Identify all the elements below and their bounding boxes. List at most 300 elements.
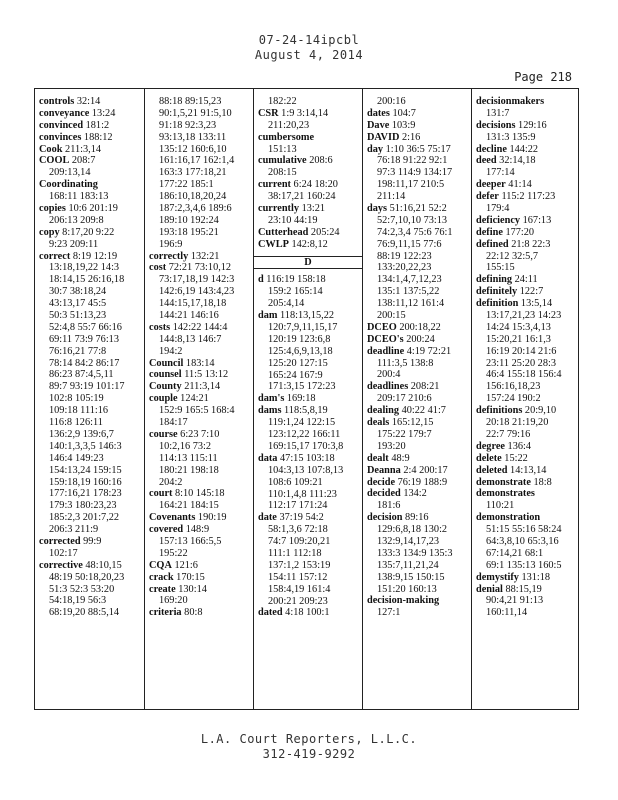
page-line-refs: 80:8 — [181, 607, 203, 619]
page-line-refs: 189:10 192:24 — [159, 214, 219, 226]
index-entry-continuation — [39, 572, 144, 584]
page-line-refs: 89:16 — [402, 512, 429, 524]
index-word: definitely — [476, 286, 518, 298]
index-entry — [476, 155, 580, 167]
header-transcript-id: 07-24-14ipcbl — [258, 33, 360, 47]
index-entry-continuation — [476, 500, 580, 512]
page-line-refs: 115:2 117:23 — [498, 191, 556, 203]
page-line-refs: 146:4 149:23 — [49, 452, 104, 464]
page-line-refs: 97:3 114:9 134:17 — [377, 167, 453, 179]
index-word: deadlines — [367, 381, 409, 393]
index-entry-continuation — [367, 369, 471, 381]
index-word: cumulative — [258, 155, 307, 167]
index-word: Deanna — [367, 464, 401, 476]
index-entry-continuation — [476, 132, 580, 144]
index-entry — [476, 286, 580, 298]
page-line-refs: 51:3 52:3 53:20 — [49, 583, 115, 595]
index-entry — [476, 441, 580, 453]
index-entry — [149, 251, 253, 263]
page-line-refs: 86:23 87:4,5,11 — [49, 369, 114, 381]
page-line-refs: 132:21 — [188, 250, 220, 262]
page-line-refs: 116:8 126:11 — [49, 417, 103, 429]
index-entry — [476, 298, 580, 310]
page-line-refs: 114:13 115:11 — [159, 452, 218, 464]
index-word: controls — [39, 96, 75, 107]
index-entry-continuation — [367, 358, 471, 370]
index-entry-continuation — [476, 560, 580, 572]
index-entry-continuation — [39, 595, 144, 607]
page-line-refs: 164:21 184:15 — [159, 500, 219, 512]
index-entry-continuation — [39, 262, 144, 274]
page-line-refs: 15:22 — [501, 452, 528, 464]
page-line-refs: 163:3 177:18,21 — [159, 167, 227, 179]
page-line-refs: 200:15 — [377, 310, 406, 322]
index-entry — [149, 429, 253, 441]
index-entry-continuation — [258, 334, 362, 346]
page-line-refs: 159:18,19 160:16 — [49, 476, 122, 488]
index-entry-continuation — [476, 369, 580, 381]
page-line-refs: 200:21 209:23 — [268, 595, 328, 607]
page-line-refs: 169:15,17 170:3,8 — [268, 440, 344, 452]
page-line-refs: 208:21 — [408, 381, 440, 393]
index-word: create — [149, 583, 176, 595]
index-word: cumbersome — [258, 131, 315, 143]
index-entry-continuation — [258, 465, 362, 477]
index-entry-continuation — [39, 548, 144, 560]
index-word: defining — [476, 274, 513, 286]
page-line-refs: 8:19 12:19 — [70, 250, 118, 262]
index-word: dealt — [367, 452, 389, 464]
index-entry — [149, 607, 253, 619]
page-line-refs: 90:1,5,21 91:5,10 — [159, 107, 232, 119]
index-entry-continuation — [149, 346, 253, 358]
index-word: County — [149, 381, 182, 393]
page-line-refs: 188:12 — [81, 131, 113, 143]
page-line-refs: 158:4,19 161:4 — [268, 583, 331, 595]
page-line-refs: 142:22 144:4 — [170, 321, 228, 333]
index-word: days — [367, 203, 388, 215]
index-entry-continuation — [367, 310, 471, 322]
index-entry-continuation — [39, 167, 144, 179]
page-line-refs: 120:7,9,11,15,17 — [268, 322, 338, 334]
index-entry-continuation — [258, 560, 362, 572]
page-line-refs: 129:6,8,18 130:2 — [377, 524, 448, 536]
index-entry-continuation — [39, 584, 144, 596]
page-line-refs: 1:10 36:5 75:17 — [383, 143, 451, 155]
index-word: denial — [476, 583, 503, 595]
index-word: deals — [367, 417, 390, 429]
index-word: CWLP — [258, 238, 289, 250]
index-entry — [39, 179, 144, 191]
page-line-refs: 205:24 — [308, 226, 340, 238]
index-entry-continuation — [39, 298, 144, 310]
page-line-refs: 127:1 — [377, 607, 401, 619]
index-entry — [476, 120, 580, 132]
page-line-refs: 22:7 79:16 — [486, 428, 531, 440]
index-entry-continuation — [476, 108, 580, 120]
page-line-refs: 129:16 — [515, 119, 547, 131]
index-entry-continuation — [367, 251, 471, 263]
index-entry-continuation — [39, 500, 144, 512]
index-word: DCEO — [367, 321, 397, 333]
page-line-refs: 103:9 — [389, 119, 416, 131]
index-entry-continuation — [476, 417, 580, 429]
page-line-refs: 64:3,8,10 65:3,16 — [486, 535, 559, 547]
index-entry-continuation — [39, 274, 144, 286]
page-line-refs: 142:8,12 — [288, 238, 328, 250]
page-line-refs: 204:2 — [159, 476, 183, 488]
index-entry-continuation — [39, 369, 144, 381]
index-entry — [258, 239, 362, 251]
index-entry-continuation — [367, 167, 471, 179]
index-entry-continuation — [149, 239, 253, 251]
index-entry-continuation — [258, 358, 362, 370]
index-entry — [476, 572, 580, 584]
page-line-refs: 144:22 — [506, 143, 539, 155]
page-line-refs: 211:20,23 — [268, 119, 310, 131]
page-line-refs: 194:2 — [159, 345, 183, 357]
page-line-refs: 74:7 109:20,21 — [268, 536, 331, 548]
page-line-refs: 14:24 15:3,4,13 — [486, 321, 551, 333]
page-line-refs: 99:9 — [80, 535, 102, 547]
page-line-refs: 1:9 3:14,14 — [278, 107, 329, 119]
index-entry-continuation — [258, 322, 362, 334]
page-line-refs: 68:19,20 88:5,14 — [49, 607, 120, 619]
page-line-refs: 200:4 — [377, 369, 401, 381]
index-entry-continuation — [39, 405, 144, 417]
page-line-refs: 137:1,2 153:19 — [268, 559, 331, 571]
page-line-refs: 47:15 103:18 — [277, 452, 335, 464]
page-line-refs: 123:12,22 166:11 — [268, 429, 341, 441]
page-line-refs: 180:21 198:18 — [159, 464, 219, 476]
page-line-refs: 72:21 73:10,12 — [166, 262, 232, 274]
index-entry-continuation — [258, 477, 362, 489]
index-entry — [258, 155, 362, 167]
index-entry-continuation — [476, 548, 580, 560]
index-entry-continuation — [149, 441, 253, 453]
index-entry-continuation — [258, 144, 362, 156]
page-line-refs: 177:16,21 178:23 — [49, 488, 122, 500]
index-entry-continuation — [258, 524, 362, 536]
index-entry-continuation — [367, 191, 471, 203]
index-entry — [367, 203, 471, 215]
index-word: dated — [258, 607, 283, 619]
page-line-refs: 187:2,3,4,6 189:6 — [159, 203, 232, 215]
index-entry-continuation — [39, 417, 144, 429]
index-entry — [258, 393, 362, 405]
page-line-refs: 23:11 25:20 28:3 — [486, 357, 556, 369]
index-entry-continuation — [39, 393, 144, 405]
index-word: demonstrates — [476, 488, 535, 500]
index-entry-continuation — [149, 286, 253, 298]
index-entry-continuation — [476, 310, 580, 322]
index-entry — [39, 108, 144, 120]
index-word: convinces — [39, 131, 82, 143]
index-entry-continuation — [149, 310, 253, 322]
page-line-refs: 179:3 180:23,23 — [49, 500, 117, 512]
index-entry-continuation — [149, 132, 253, 144]
index-entry-continuation — [476, 358, 580, 370]
page-line-refs: 135:1 137:5,22 — [377, 286, 440, 298]
index-word: dates — [367, 107, 390, 119]
index-word: decision-making — [367, 595, 440, 607]
index-entry-continuation — [258, 346, 362, 358]
index-entry-continuation — [258, 596, 362, 608]
page-line-refs: 169:20 — [159, 595, 188, 607]
index-entry — [476, 405, 580, 417]
page-line-refs: 125:20 127:15 — [268, 357, 328, 369]
index-entry — [367, 488, 471, 500]
index-entry — [476, 477, 580, 489]
page-line-refs: 144:8,13 146:7 — [159, 333, 222, 345]
index-word: decline — [476, 143, 507, 155]
index-entry-continuation — [476, 346, 580, 358]
index-entry — [476, 96, 580, 108]
index-entry-continuation — [258, 381, 362, 393]
index-entry — [367, 595, 471, 607]
index-entry — [149, 584, 253, 596]
page-line-refs: 160:11,14 — [486, 607, 528, 619]
page-line-refs: 208:15 — [268, 167, 297, 179]
page-line-refs: 157:24 190:2 — [486, 393, 541, 405]
index-entry-continuation — [149, 144, 253, 156]
index-word: define — [476, 226, 503, 238]
page-line-refs: 193:20 — [377, 440, 406, 452]
index-entry-continuation — [367, 179, 471, 191]
page-line-refs: 208:6 — [306, 155, 333, 167]
page-line-refs: 138:11,12 161:4 — [377, 298, 445, 310]
index-entry-continuation — [476, 524, 580, 536]
index-entry-continuation — [476, 251, 580, 263]
index-entry-continuation — [39, 381, 144, 393]
index-entry — [476, 453, 580, 465]
page-line-refs: 13:17,21,23 14:23 — [486, 310, 562, 322]
index-entry-continuation — [367, 286, 471, 298]
page-line-refs: 185:2,3 201:7,22 — [49, 512, 120, 524]
index-entry-continuation — [149, 298, 253, 310]
index-entry — [39, 536, 144, 548]
page-line-refs: 177:22 185:1 — [159, 179, 214, 191]
index-entry — [39, 96, 144, 108]
page-line-refs: 67:14,21 68:1 — [486, 547, 544, 559]
index-entry-continuation — [476, 322, 580, 334]
page-line-refs: 76:19 188:9 — [395, 476, 448, 488]
index-word: Coordinating — [39, 179, 98, 191]
index-entry-continuation — [367, 584, 471, 596]
index-word: day — [367, 143, 384, 155]
section-letter-heading: D — [254, 256, 362, 270]
page-line-refs: 4:19 72:21 — [404, 345, 452, 357]
page-line-refs: 108:6 109:21 — [268, 476, 323, 488]
index-word: deed — [476, 155, 497, 167]
page-line-refs: 11:5 13:12 — [181, 369, 229, 381]
index-entry-continuation — [149, 595, 253, 607]
index-entry-continuation — [367, 96, 471, 108]
index-word: date — [258, 512, 277, 524]
page-line-refs: 154:13,24 159:15 — [49, 464, 122, 476]
index-entry-continuation — [476, 607, 580, 619]
index-entry-continuation — [367, 536, 471, 548]
index-entry-continuation — [476, 393, 580, 405]
page-line-refs: 43:13,17 45:5 — [49, 298, 107, 310]
index-word: decide — [367, 476, 396, 488]
page-line-refs: 181:2 — [83, 119, 110, 131]
index-entry — [476, 274, 580, 286]
page-line-refs: 48:10,15 — [82, 559, 122, 571]
index-entry — [149, 572, 253, 584]
page-line-refs: 200:16 — [377, 96, 406, 107]
index-entry-continuation — [149, 453, 253, 465]
index-entry — [149, 358, 253, 370]
index-entry-continuation — [258, 167, 362, 179]
index-entry — [149, 262, 253, 274]
index-entry-continuation — [39, 524, 144, 536]
page-line-refs: 90:4,21 91:13 — [486, 595, 544, 607]
page-line-refs: 32:14 — [74, 96, 101, 107]
index-entry-continuation — [39, 191, 144, 203]
index-word: Council — [149, 357, 184, 369]
index-entry-continuation — [149, 334, 253, 346]
page-line-refs: 184:17 — [159, 417, 188, 429]
index-entry-continuation — [149, 500, 253, 512]
index-word: dealing — [367, 405, 400, 417]
index-entry — [39, 203, 144, 215]
page-line-refs: 193:18 195:21 — [159, 226, 219, 238]
page-line-refs: 10:2,16 73:2 — [159, 440, 212, 452]
index-entry-continuation — [258, 215, 362, 227]
page-line-refs: 6:23 7:10 — [177, 428, 220, 440]
page-line-refs: 13:21 — [299, 203, 326, 215]
page-line-refs: 102:8 105:19 — [49, 393, 104, 405]
index-word: defer — [476, 191, 499, 203]
index-entry — [367, 108, 471, 120]
page-line-refs: 133:3 134:9 135:3 — [377, 547, 453, 559]
index-entry — [258, 274, 362, 286]
index-word: criteria — [149, 607, 182, 619]
index-entry-continuation — [149, 477, 253, 489]
index-entry-continuation — [258, 417, 362, 429]
page-line-refs: 69:11 73:9 76:13 — [49, 333, 119, 345]
page-line-refs: 110:21 — [486, 500, 515, 512]
page-line-refs: 190:19 — [195, 512, 227, 524]
index-word: corrected — [39, 535, 81, 547]
page-line-refs: 177:14 — [486, 167, 515, 179]
page-line-refs: 76:16,21 77:8 — [49, 345, 107, 357]
page-line-refs: 140:1,3,3,5 146:3 — [49, 440, 122, 452]
index-entry-continuation — [149, 405, 253, 417]
index-word: Dave — [367, 119, 390, 131]
index-entry-continuation — [258, 584, 362, 596]
page-line-refs: 32:14,18 — [496, 155, 536, 167]
index-entry-continuation — [476, 203, 580, 215]
page-line-refs: 167:13 — [520, 214, 552, 226]
index-entry — [367, 144, 471, 156]
index-entry — [39, 132, 144, 144]
index-entry — [367, 465, 471, 477]
index-column-4 — [362, 89, 471, 709]
index-entry-continuation — [39, 429, 144, 441]
index-entry-continuation — [476, 167, 580, 179]
page-line-refs: 109:18 111:16 — [49, 405, 109, 417]
index-word: conveyance — [39, 107, 90, 119]
page-line-refs: 154:11 157:12 — [268, 571, 328, 583]
page-line-refs: 157:13 166:5,5 — [159, 535, 222, 547]
index-entry-continuation — [149, 548, 253, 560]
page-line-refs: 118:13,15,22 — [277, 310, 334, 322]
index-entry-continuation — [39, 477, 144, 489]
page-line-refs: 54:18,19 56:3 — [49, 595, 107, 607]
page-line-refs: 169:18 — [284, 393, 316, 405]
page-number: Page 218 — [514, 70, 572, 84]
index-column-2 — [144, 89, 253, 709]
page-line-refs: 52:7,10,10 73:13 — [377, 214, 448, 226]
page-line-refs: 51:16,21 52:2 — [387, 203, 447, 215]
index-entry-continuation — [39, 607, 144, 619]
page-line-refs: 161:16,17 162:1,4 — [159, 155, 235, 167]
index-entry-continuation — [476, 262, 580, 274]
index-entry — [39, 144, 144, 156]
index-word: CSR — [258, 107, 279, 119]
index-entry — [149, 560, 253, 572]
page-line-refs: 132:9,14,17,23 — [377, 535, 440, 547]
index-entry — [476, 488, 580, 500]
index-entry-continuation — [149, 417, 253, 429]
index-word: deficiency — [476, 214, 521, 226]
index-word: dam's — [258, 393, 285, 405]
page-line-refs: 119:1,24 122:15 — [268, 417, 336, 429]
page-line-refs: 138:9,15 150:15 — [377, 571, 445, 583]
page-line-refs: 151:13 — [268, 143, 297, 155]
page-line-refs: 144:21 146:16 — [159, 310, 219, 322]
index-entry-continuation — [39, 215, 144, 227]
index-entry-continuation — [367, 298, 471, 310]
page-line-refs: 88:18 89:15,23 — [159, 96, 222, 107]
index-entry-continuation — [39, 453, 144, 465]
page-line-refs: 16:19 20:14 21:6 — [486, 345, 557, 357]
page-line-refs: 48:19 50:18,20,23 — [49, 571, 125, 583]
index-word: demonstration — [476, 512, 541, 524]
page-line-refs: 177:20 — [502, 226, 535, 238]
index-entry — [476, 227, 580, 239]
index-entry-continuation — [367, 429, 471, 441]
index-entry — [476, 191, 580, 203]
page-line-refs: 76:9,11,15 77:6 — [377, 238, 442, 250]
page-line-refs: 171:3,15 172:23 — [268, 381, 336, 393]
page-line-refs: 69:1 135:13 160:5 — [486, 559, 562, 571]
index-word: counsel — [149, 369, 182, 381]
page-line-refs: 136:4 — [504, 440, 532, 452]
page-line-refs: 52:4,8 55:7 66:16 — [49, 321, 122, 333]
index-column-1 — [35, 89, 144, 709]
index-entry-continuation — [149, 167, 253, 179]
index-entry-continuation — [367, 393, 471, 405]
index-entry-continuation — [367, 239, 471, 251]
index-entry — [258, 179, 362, 191]
index-entry-continuation — [367, 524, 471, 536]
page-line-refs: 200:18,22 — [396, 321, 441, 333]
index-entry — [476, 239, 580, 251]
index-entry-continuation — [258, 370, 362, 382]
index-entry — [367, 512, 471, 524]
index-entry — [258, 227, 362, 239]
index-entry-continuation — [149, 96, 253, 108]
page-line-refs: 175:22 179:7 — [377, 428, 432, 440]
index-entry-continuation — [258, 429, 362, 441]
page-line-refs: 93:13,18 133:11 — [159, 131, 227, 143]
page-line-refs: 6:24 18:20 — [290, 179, 338, 191]
page-line-refs: 37:19 54:2 — [276, 512, 324, 524]
index-entry-continuation — [149, 465, 253, 477]
